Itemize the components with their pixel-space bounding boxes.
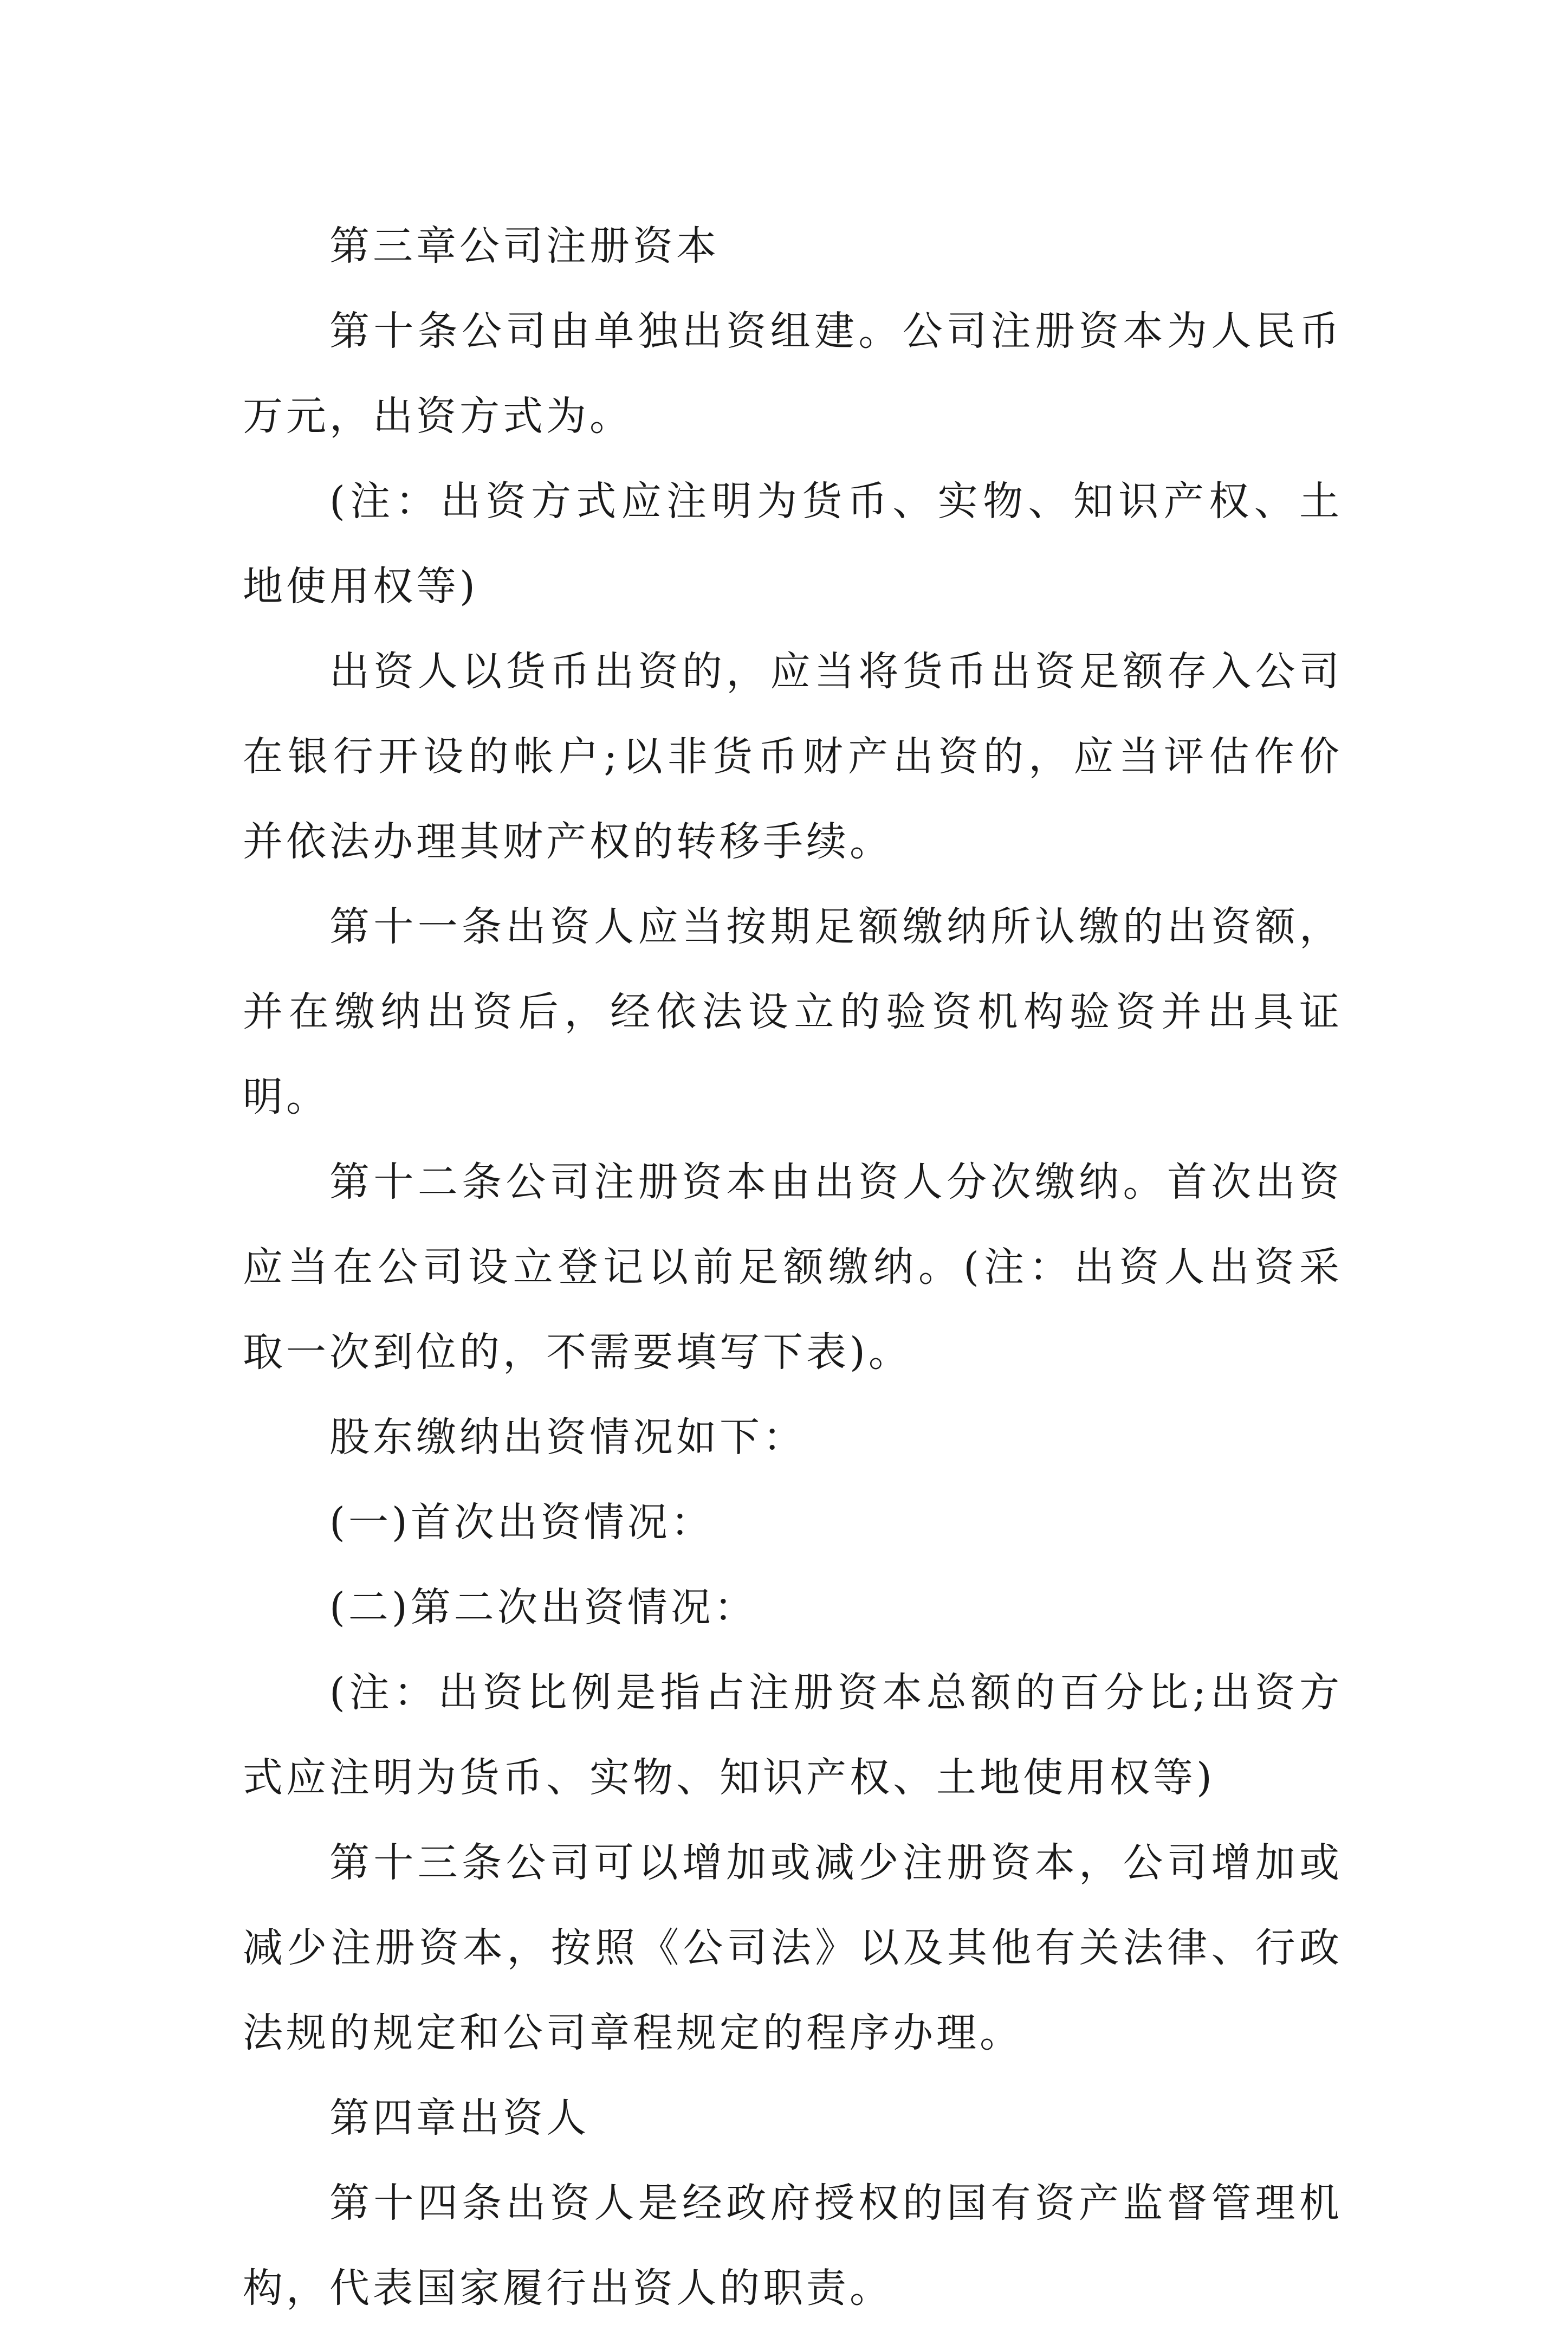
article-14: 第十四条出资人是经政府授权的国有资产监督管理机构，代表国家履行出资人的职责。 — [243, 2180, 1343, 2311]
note-contribution-ratio: (注：出资比例是指占注册资本总额的百分比;出资方式应注明为货币、实物、知识产权、土地使用权等) — [243, 1669, 1343, 1801]
note-contribution-method: (注：出资方式应注明为货币、实物、知识产权、土地使用权等) — [243, 478, 1343, 610]
second-contribution-item: (二)第二次出资情况： — [329, 1584, 757, 1631]
article-10: 第十条公司由单独出资组建。公司注册资本为人民币万元，出资方式为。 — [243, 308, 1343, 440]
paragraph-currency-contribution: 出资人以货币出资的，应当将货币出资足额存入公司在银行开设的帐户;以非货币财产出资的，应当评估作价并依法办理其财产权的转移手续。 — [243, 648, 1343, 865]
article-11: 第十一条出资人应当按期足额缴纳所认缴的出资额，并在缴纳出资后，经依法设立的验资机构验资并出具证明。 — [243, 903, 1343, 1120]
first-contribution-item: (一)首次出资情况： — [329, 1499, 714, 1546]
chapter-heading-4: 第四章出资人 — [329, 2095, 589, 2141]
shareholder-contribution-intro: 股东缴纳出资情况如下： — [329, 1414, 806, 1461]
document-body — [243, 204, 1343, 2331]
article-12: 第十二条公司注册资本由出资人分次缴纳。首次出资应当在公司设立登记以前足额缴纳。(注：出资人出资采取一次到位的，不需要填写下表)。 — [243, 1159, 1343, 1376]
article-13: 第十三条公司可以增加或减少注册资本，公司增加或减少注册资本，按照《公司法》以及其他有关法律、行政法规的规定和公司章程规定的程序办理。 — [243, 1839, 1343, 2056]
chapter-heading-3: 第三章公司注册资本 — [329, 223, 720, 269]
